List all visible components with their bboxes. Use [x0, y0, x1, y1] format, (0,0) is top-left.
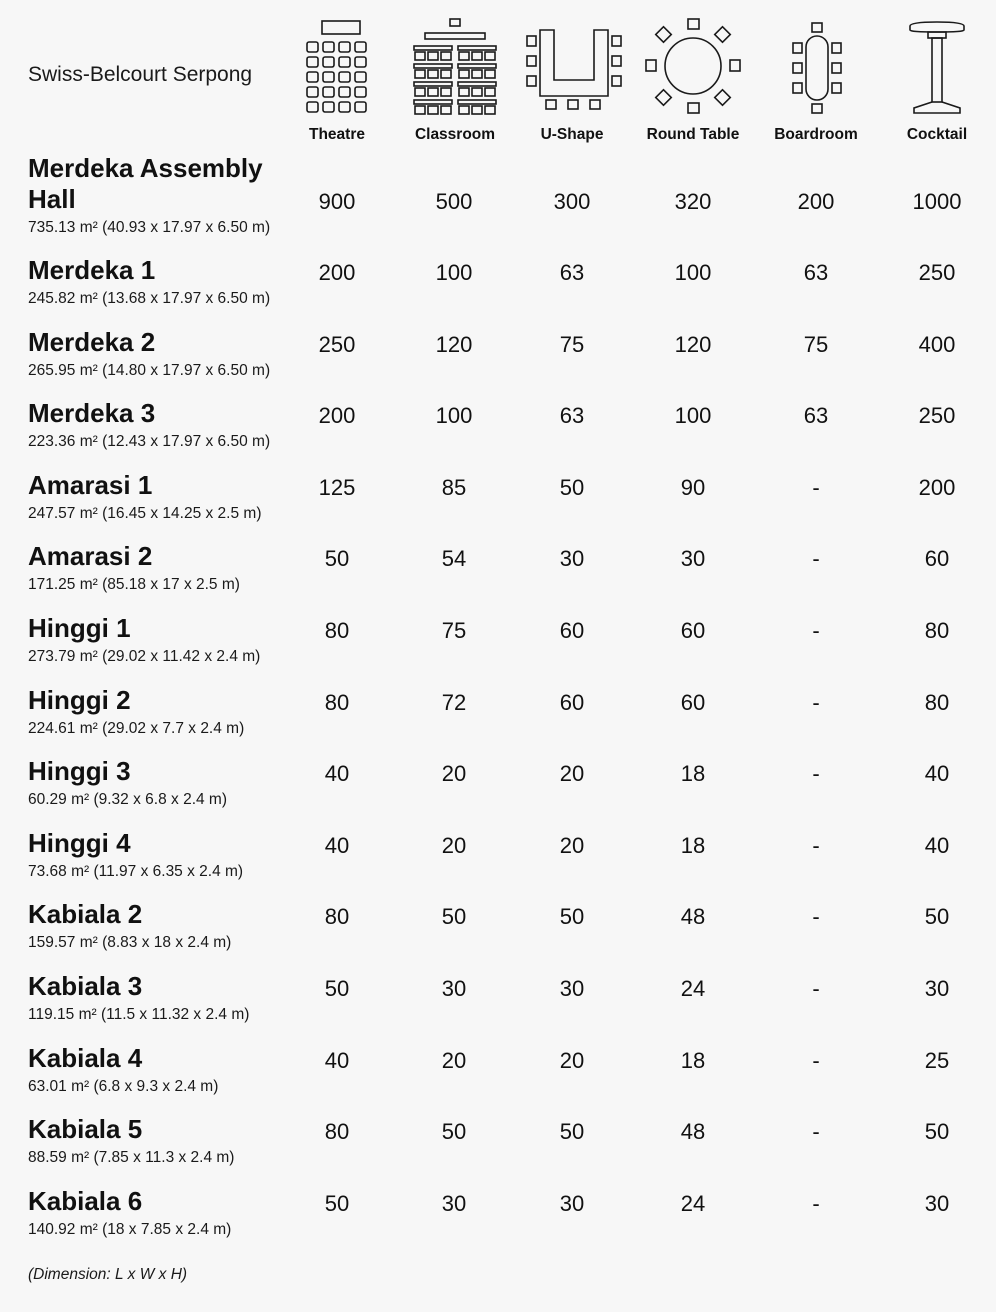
capacity-u-shape: 50 — [559, 474, 585, 500]
capacity-u-shape: 75 — [559, 331, 585, 357]
capacity-classroom: 54 — [441, 546, 467, 572]
room-dimensions: 223.36 m² (12.43 x 17.97 x 6.50 m) — [28, 433, 271, 451]
room-name: Kabiala 6 — [28, 1185, 143, 1216]
capacity-boardroom: - — [812, 474, 820, 500]
capacity-classroom: 20 — [441, 761, 467, 787]
room-name: Kabiala 2 — [28, 899, 143, 930]
capacity-u-shape: 63 — [559, 403, 585, 429]
capacity-round-table: 320 — [674, 189, 712, 214]
capacity-boardroom: 63 — [803, 260, 829, 285]
room-name: Merdeka 3 — [28, 398, 156, 429]
capacity-theatre: 40 — [324, 761, 350, 787]
capacity-boardroom: - — [812, 1190, 820, 1216]
room-name: Hinggi 3 — [28, 756, 131, 787]
capacity-round-table: 120 — [674, 331, 712, 357]
capacity-theatre: 50 — [324, 546, 350, 572]
layout-label: Cocktail — [906, 126, 968, 143]
room-dimensions: 73.68 m² (11.97 x 6.35 x 2.4 m) — [28, 862, 244, 880]
layout-label: U-Shape — [540, 126, 604, 143]
capacity-round-table: 100 — [674, 260, 712, 285]
room-name: Kabiala 4 — [28, 1042, 143, 1073]
capacity-classroom: 100 — [435, 260, 473, 285]
layout-header-u-shape — [507, 0, 637, 143]
capacity-theatre: 80 — [324, 689, 350, 715]
theatre-layout-icon — [302, 16, 372, 116]
capacity-round-table: 60 — [680, 689, 706, 715]
room-dimensions: 63.01 m² (6.8 x 9.3 x 2.4 m) — [28, 1077, 219, 1095]
capacity-u-shape: 30 — [559, 546, 585, 572]
capacity-classroom: 500 — [435, 189, 473, 214]
capacity-boardroom: - — [812, 832, 820, 858]
capacity-theatre: 80 — [324, 618, 350, 643]
room-name: Hinggi 2 — [28, 684, 131, 715]
room-dimensions: 224.61 m² (29.02 x 7.7 x 2.4 m) — [28, 719, 245, 737]
capacity-round-table: 48 — [680, 904, 706, 930]
room-dimensions: 159.57 m² (8.83 x 18 x 2.4 m) — [28, 934, 232, 952]
capacity-boardroom: - — [812, 689, 820, 715]
layout-label: Classroom — [414, 126, 496, 143]
capacity-round-table: 48 — [680, 1119, 706, 1145]
capacity-classroom: 120 — [435, 331, 473, 357]
room-name: Amarasi 1 — [28, 469, 153, 500]
room-dimensions: 119.15 m² (11.5 x 11.32 x 2.4 m) — [28, 1006, 250, 1023]
cocktail-layout-icon — [902, 16, 972, 118]
capacity-cocktail: 250 — [918, 403, 956, 429]
layout-header-cocktail — [872, 0, 996, 143]
capacity-theatre: 50 — [324, 976, 350, 1001]
capacity-cocktail: 1000 — [912, 189, 962, 214]
capacity-cocktail: 25 — [924, 1047, 950, 1073]
capacity-u-shape: 20 — [559, 832, 585, 858]
capacity-classroom: 30 — [441, 976, 467, 1001]
capacity-classroom: 85 — [441, 474, 467, 500]
layout-header-classroom — [390, 0, 520, 143]
capacity-theatre: 900 — [318, 189, 356, 214]
capacity-classroom: 100 — [435, 403, 473, 429]
capacity-theatre: 200 — [318, 260, 356, 285]
capacity-theatre: 40 — [324, 1047, 350, 1073]
capacity-boardroom: - — [812, 546, 820, 572]
capacity-theatre: 250 — [318, 331, 356, 357]
capacity-theatre: 80 — [324, 904, 350, 930]
room-name: Amarasi 2 — [28, 541, 153, 572]
capacity-round-table: 24 — [680, 976, 706, 1001]
hotel-name: Swiss-Belcourt Serpong — [28, 63, 253, 86]
capacity-cocktail: 40 — [924, 832, 950, 858]
capacity-round-table: 18 — [680, 832, 706, 858]
capacity-classroom: 20 — [441, 832, 467, 858]
room-name: Kabiala 5 — [28, 1114, 143, 1145]
room-dimensions: 265.95 m² (14.80 x 17.97 x 6.50 m) — [28, 361, 271, 379]
capacity-u-shape: 50 — [559, 904, 585, 930]
capacity-round-table: 90 — [680, 474, 706, 500]
room-dimensions: 60.29 m² (9.32 x 6.8 x 2.4 m) — [28, 791, 228, 809]
u-shape-layout-icon — [522, 16, 622, 116]
room-name: Kabiala 3 — [28, 971, 143, 1001]
room-name: Hinggi 4 — [28, 827, 131, 858]
room-dimensions: 171.25 m² (85.18 x 17 x 2.5 m) — [28, 576, 240, 594]
capacity-cocktail: 80 — [924, 618, 950, 643]
capacity-boardroom: - — [812, 618, 820, 643]
capacity-cocktail: 30 — [924, 976, 950, 1001]
room-name: Merdeka Assembly Hall — [28, 153, 263, 214]
capacity-cocktail: 50 — [924, 904, 950, 930]
capacity-u-shape: 63 — [559, 260, 585, 285]
capacity-boardroom: - — [812, 1119, 820, 1145]
capacity-classroom: 30 — [441, 1190, 467, 1216]
capacity-boardroom: - — [812, 1047, 820, 1073]
capacity-classroom: 20 — [441, 1047, 467, 1073]
room-name: Merdeka 2 — [28, 326, 156, 357]
round-table-layout-icon — [643, 16, 743, 116]
room-name: Hinggi 1 — [28, 613, 131, 643]
capacity-classroom: 72 — [441, 689, 467, 715]
capacity-theatre: 200 — [318, 403, 356, 429]
capacity-boardroom: 200 — [797, 189, 835, 214]
capacity-round-table: 18 — [680, 1047, 706, 1073]
room-name: Merdeka 1 — [28, 255, 156, 285]
boardroom-layout-icon — [781, 16, 851, 116]
layout-header-boardroom — [751, 0, 881, 143]
capacity-theatre: 80 — [324, 1119, 350, 1145]
capacity-u-shape: 60 — [559, 689, 585, 715]
capacity-round-table: 24 — [680, 1190, 706, 1216]
capacity-round-table: 100 — [674, 403, 712, 429]
capacity-u-shape: 20 — [559, 1047, 585, 1073]
capacity-cocktail: 250 — [918, 260, 956, 285]
capacity-theatre: 50 — [324, 1190, 350, 1216]
layout-label: Boardroom — [774, 126, 858, 143]
room-dimensions: 140.92 m² (18 x 7.85 x 2.4 m) — [28, 1220, 232, 1238]
capacity-cocktail: 80 — [924, 689, 950, 715]
capacity-classroom: 75 — [441, 618, 467, 643]
capacity-cocktail: 50 — [924, 1119, 950, 1145]
capacity-theatre: 125 — [318, 474, 356, 500]
classroom-layout-icon — [410, 16, 500, 116]
capacity-round-table: 60 — [680, 618, 706, 643]
capacity-classroom: 50 — [441, 904, 467, 930]
capacity-cocktail: 60 — [924, 546, 950, 572]
capacity-cocktail: 200 — [918, 474, 956, 500]
capacity-u-shape: 300 — [553, 189, 591, 214]
capacity-u-shape: 60 — [559, 618, 585, 643]
room-dimensions: 735.13 m² (40.93 x 17.97 x 6.50 m) — [28, 219, 271, 236]
layout-label: Round Table — [646, 126, 740, 143]
capacity-cocktail: 40 — [924, 761, 950, 787]
capacity-u-shape: 30 — [559, 1190, 585, 1216]
capacity-theatre: 40 — [324, 832, 350, 858]
capacity-u-shape: 30 — [559, 976, 585, 1001]
capacity-boardroom: - — [812, 976, 820, 1001]
room-dimensions: 88.59 m² (7.85 x 11.3 x 2.4 m) — [28, 1149, 235, 1167]
capacity-round-table: 30 — [680, 546, 706, 572]
dimension-footnote: (Dimension: L x W x H) — [28, 1266, 188, 1283]
capacity-boardroom: - — [812, 904, 820, 930]
capacity-cocktail: 30 — [924, 1190, 950, 1216]
layout-header-theatre — [272, 0, 402, 143]
capacity-round-table: 18 — [680, 761, 706, 787]
room-dimensions: 245.82 m² (13.68 x 17.97 x 6.50 m) — [28, 290, 271, 307]
capacity-u-shape: 20 — [559, 761, 585, 787]
layout-header-round-table — [628, 0, 758, 143]
layout-label: Theatre — [309, 126, 365, 143]
capacity-boardroom: 63 — [803, 403, 829, 429]
capacity-classroom: 50 — [441, 1119, 467, 1145]
capacity-u-shape: 50 — [559, 1119, 585, 1145]
room-dimensions: 273.79 m² (29.02 x 11.42 x 2.4 m) — [28, 648, 261, 665]
room-dimensions: 247.57 m² (16.45 x 14.25 x 2.5 m) — [28, 504, 262, 522]
capacity-boardroom: - — [812, 761, 820, 787]
capacity-boardroom: 75 — [803, 331, 829, 357]
capacity-cocktail: 400 — [918, 331, 956, 357]
